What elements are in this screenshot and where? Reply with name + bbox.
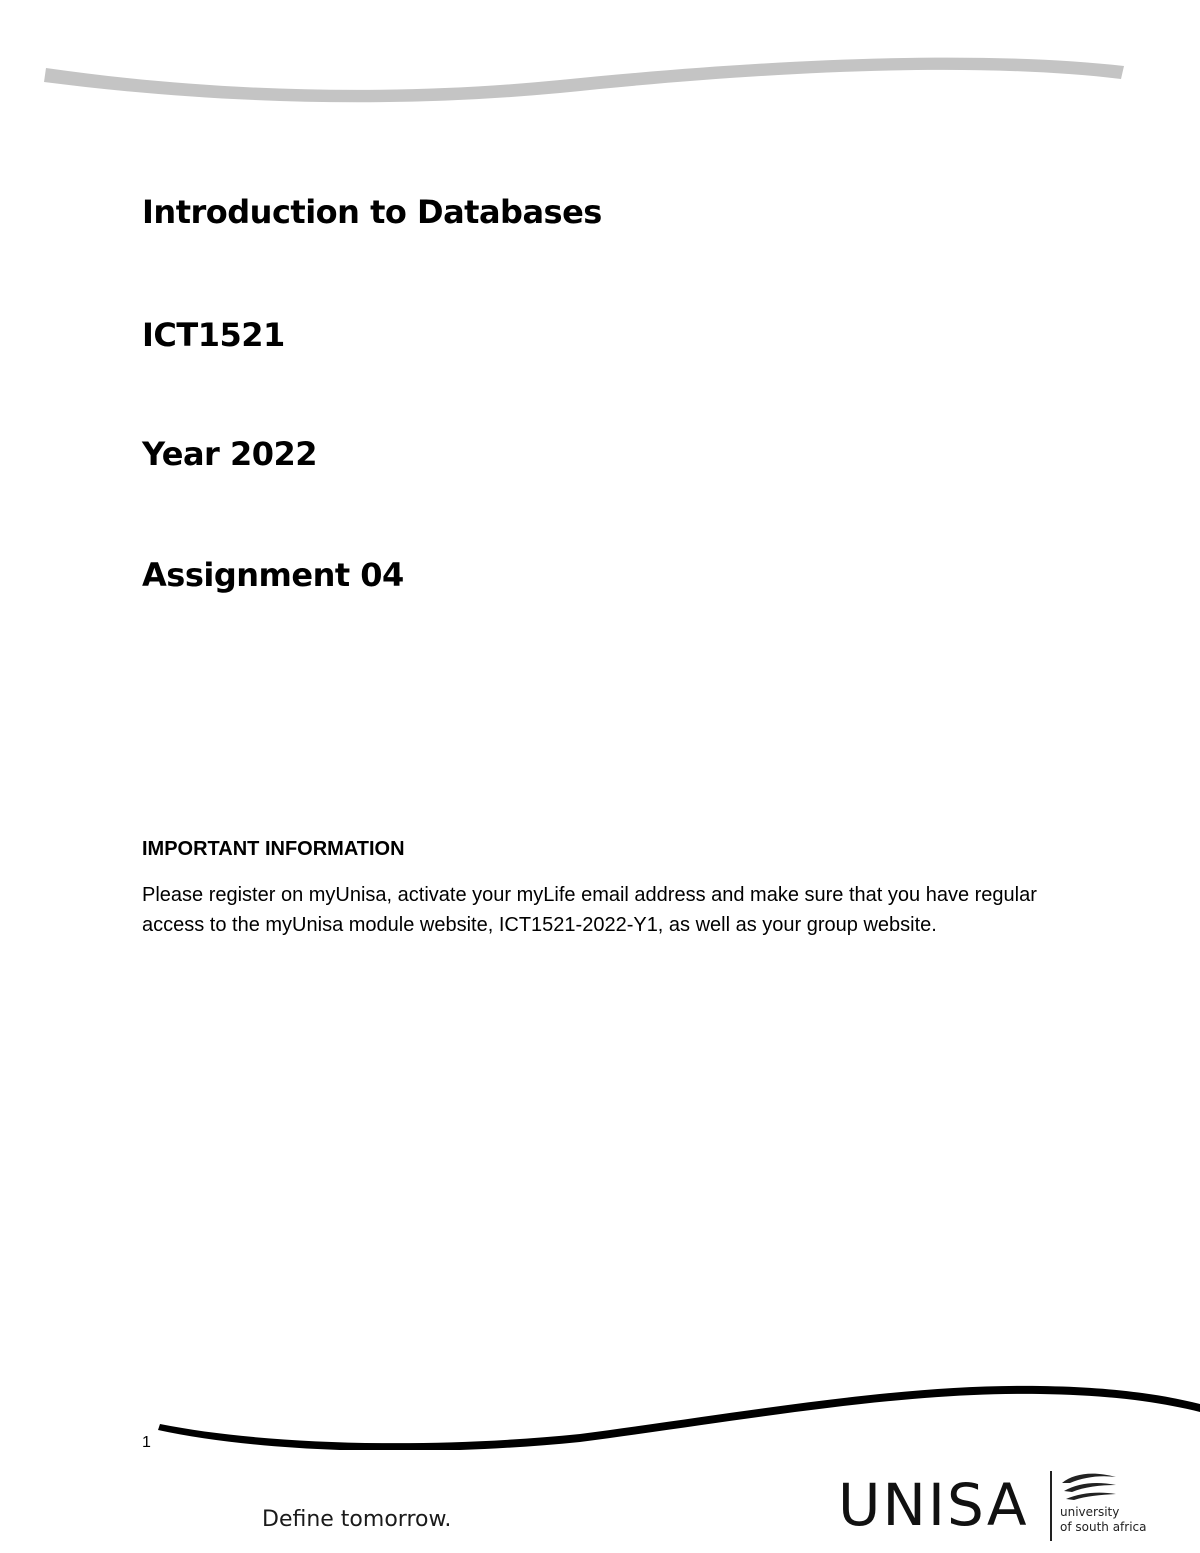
bottom-decorative-swoosh bbox=[0, 1370, 1200, 1450]
important-information-body: Please register on myUnisa, activate your myLife email address and make sure that you have regular access to the myUnisa module website, ICT1521-2022-Y1, as well as your group website. bbox=[142, 884, 1037, 936]
assignment-number: Assignment 04 bbox=[142, 556, 404, 594]
logo-subtext-line2: of south africa bbox=[1060, 1520, 1147, 1534]
logo-wordmark: UNISA bbox=[838, 1471, 1029, 1539]
logo-bird-icon bbox=[1060, 1469, 1118, 1503]
year-line: Year 2022 bbox=[142, 435, 318, 473]
logo-divider bbox=[1050, 1471, 1052, 1541]
unisa-logo bbox=[838, 1465, 1158, 1545]
logo-subtext bbox=[1060, 1505, 1147, 1535]
course-title: Introduction to Databases bbox=[142, 193, 602, 231]
important-information-heading: IMPORTANT INFORMATION bbox=[142, 838, 405, 860]
course-code: ICT1521 bbox=[142, 316, 285, 354]
logo-subtext-line1: university bbox=[1060, 1505, 1120, 1519]
tagline: Define tomorrow. bbox=[262, 1507, 452, 1532]
top-decorative-swoosh bbox=[0, 0, 1200, 130]
page-number: 1 bbox=[142, 1434, 151, 1451]
